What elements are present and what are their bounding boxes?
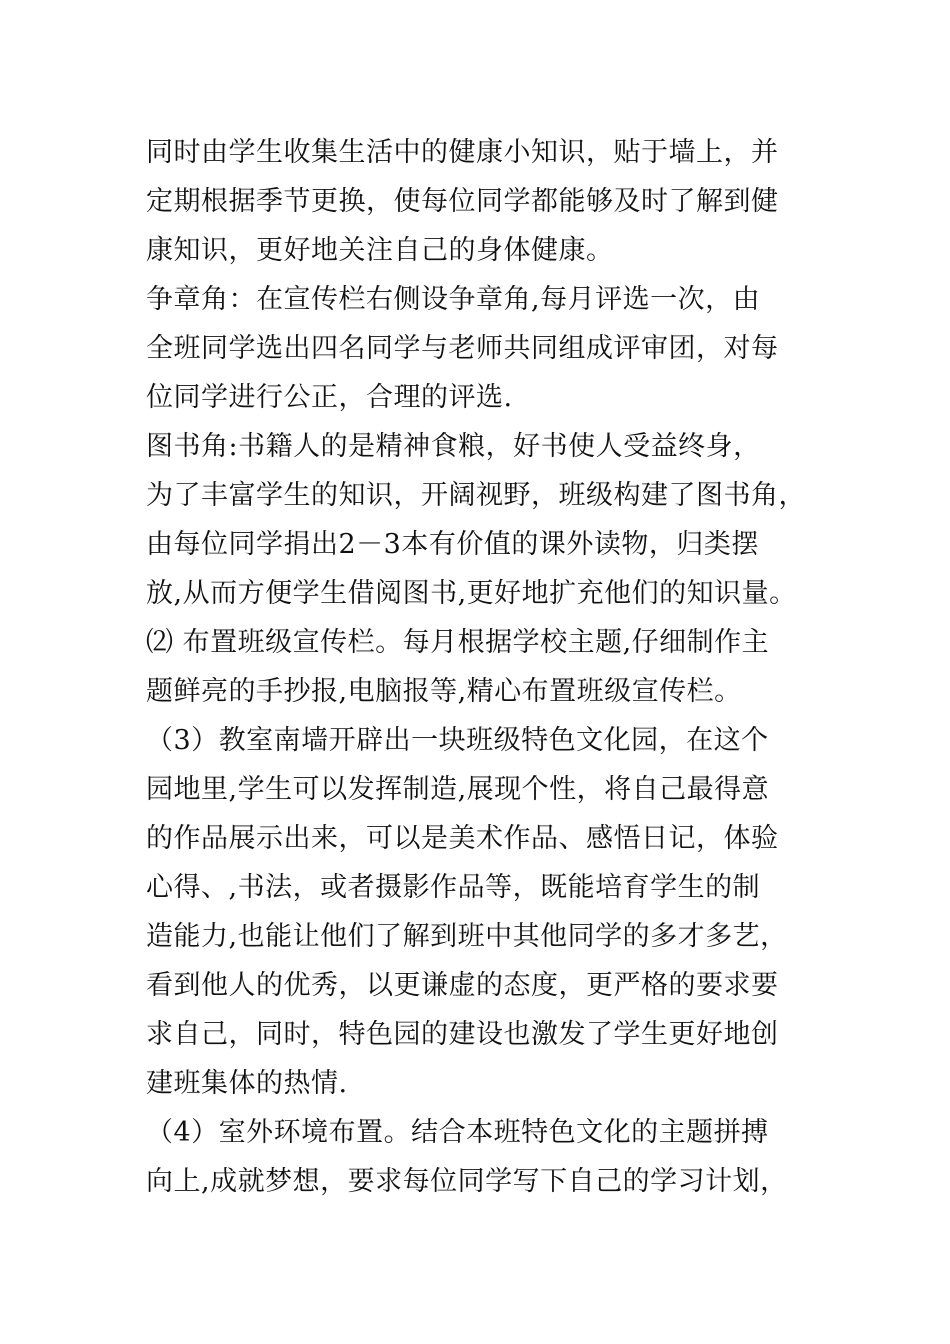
text-line: 由每位同学捐出2－3本有价值的课外读物，归类摆 bbox=[146, 529, 759, 560]
text-line: 的作品展示出来，可以是美术作品、感悟日记，体验 bbox=[146, 823, 779, 854]
text-line: 位同学进行公正，合理的评选. bbox=[146, 382, 513, 413]
text-line: 求自己，同时，特色园的建设也激发了学生更好地创 bbox=[146, 1019, 779, 1050]
text-line: ⑵ 布置班级宣传栏。每月根据学校主题,仔细制作主 bbox=[146, 627, 770, 658]
text-line: 为了丰富学生的知识，开阔视野，班级构建了图书角， bbox=[146, 480, 806, 511]
text-line: 题鲜亮的手抄报,电脑报等,精心布置班级宣传栏。 bbox=[146, 676, 742, 707]
text-line: 放,从而方便学生借阅图书,更好地扩充他们的知识量。 bbox=[146, 578, 797, 609]
text-line: 心得、,书法，或者摄影作品等，既能培育学生的制 bbox=[146, 872, 761, 903]
text-line: 图书角:书籍人的是精神食粮，好书使人受益终身， bbox=[146, 431, 761, 462]
text-line: 建班集体的热情. bbox=[146, 1068, 348, 1099]
text-line: 康知识，更好地关注自己的身体健康。 bbox=[146, 235, 614, 266]
text-line: （3）教室南墙开辟出一块班级特色文化园，在这个 bbox=[146, 725, 769, 756]
text-line: 造能力,也能让他们了解到班中其他同学的多才多艺， bbox=[146, 921, 788, 952]
text-line: 看到他人的优秀，以更谦虚的态度，更严格的要求要 bbox=[146, 970, 779, 1001]
text-line: （4）室外环境布置。结合本班特色文化的主题拼搏 bbox=[146, 1117, 769, 1148]
text-line: 园地里,学生可以发挥制造,展现个性，将自己最得意 bbox=[146, 774, 770, 805]
text-line: 争章角：在宣传栏右侧设争章角,每月评选一次，由 bbox=[146, 284, 761, 315]
document-body bbox=[146, 128, 836, 1206]
text-line: 定期根据季节更换，使每位同学都能够及时了解到健 bbox=[146, 186, 779, 217]
text-line: 向上,成就梦想，要求每位同学写下自己的学习计划， bbox=[146, 1166, 788, 1197]
text-line: 同时由学生收集生活中的健康小知识，贴于墙上，并 bbox=[146, 137, 779, 168]
text-line: 全班同学选出四名同学与老师共同组成评审团，对每 bbox=[146, 333, 779, 364]
